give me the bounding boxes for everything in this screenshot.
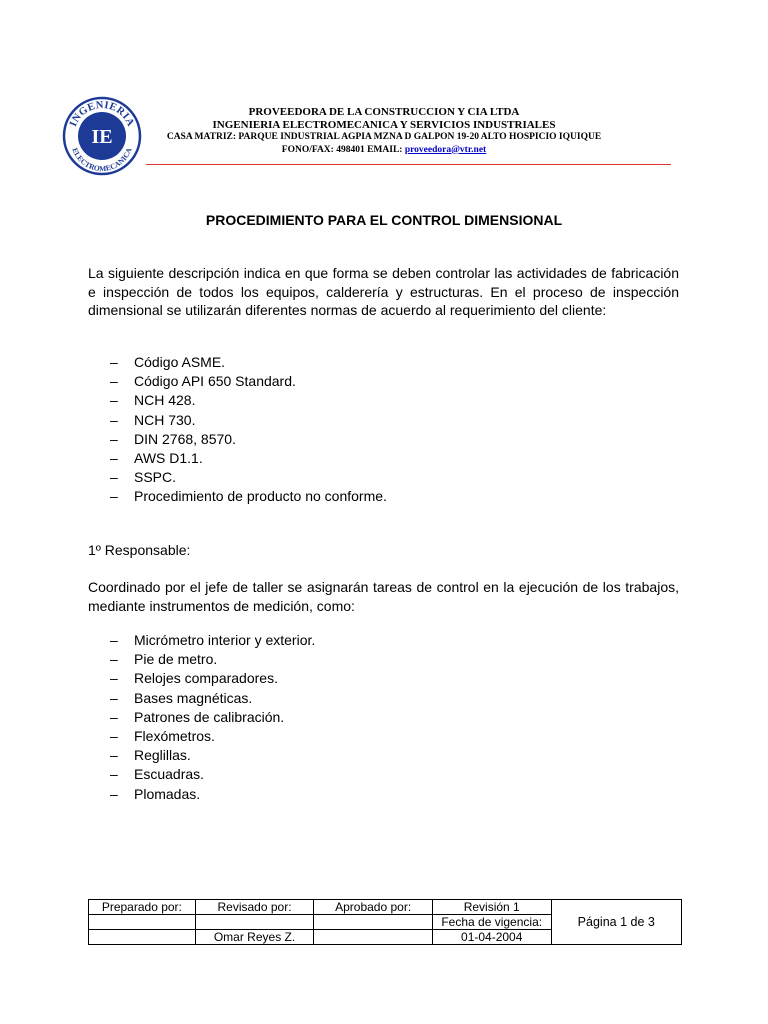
logo-ring-top: INGENIERIA bbox=[67, 99, 136, 129]
list-item: – Código ASME. bbox=[110, 354, 226, 370]
list-item: – Patrones de calibración. bbox=[110, 708, 285, 725]
table-row bbox=[89, 900, 682, 915]
list-item: – AWS D1.1. bbox=[110, 450, 203, 467]
prepared-name-cell bbox=[89, 930, 196, 945]
list-item: – Procedimiento de producto no conforme. bbox=[110, 488, 387, 505]
reviewed-signature-cell bbox=[195, 915, 314, 930]
list-item: – Código API 650 Standard. bbox=[110, 373, 296, 390]
list-item: – Micrómetro interior y exterior. bbox=[110, 632, 316, 648]
list-item: – Reglillas. bbox=[110, 747, 191, 764]
responsable-heading: 1º Responsable: bbox=[88, 542, 191, 558]
company-logo bbox=[62, 96, 142, 176]
approved-label: Aprobado por: bbox=[314, 900, 433, 915]
list-item: – Pie de metro. bbox=[110, 651, 218, 668]
list-item: – Bases magnéticas. bbox=[110, 689, 253, 706]
company-activity: INGENIERIA ELECTROMECANICA Y SERVICIOS INDUSTRIALES bbox=[212, 118, 556, 131]
company-address: CASA MATRIZ: PARQUE INDUSTRIAL AGPIA MZNA D GALPON 19-20 ALTO HOSPICIO IQUIQUE bbox=[166, 132, 602, 142]
document-title: PROCEDIMIENTO PARA EL CONTROL DIMENSIONAL bbox=[205, 212, 563, 228]
contact-phone: FONO/FAX: 498401 EMAIL: bbox=[281, 144, 405, 155]
list-item: – Plomadas. bbox=[110, 785, 201, 802]
page-number: Página 1 de 3 bbox=[551, 900, 681, 945]
revision-cell: Revisión 1 bbox=[432, 900, 551, 915]
reviewed-label: Revisado por: bbox=[195, 900, 314, 915]
company-name: PROVEEDORA DE LA CONSTRUCCION Y CIA LTDA bbox=[248, 106, 520, 118]
list-item: – NCH 730. bbox=[110, 411, 196, 428]
instruments-list bbox=[88, 631, 315, 804]
list-item: – NCH 428. bbox=[110, 392, 196, 409]
validity-date: 01-04-2004 bbox=[432, 930, 551, 945]
list-item: – SSPC. bbox=[110, 469, 177, 486]
logo-ring-bottom: ELECTROMECANICA bbox=[70, 146, 134, 174]
approved-name-cell bbox=[314, 930, 433, 945]
document-control-table bbox=[88, 899, 682, 945]
company-header bbox=[150, 106, 618, 156]
list-item: – DIN 2768, 8570. bbox=[110, 430, 236, 447]
list-item: – Flexómetros. bbox=[110, 728, 215, 745]
prepared-signature-cell bbox=[89, 915, 196, 930]
norms-list bbox=[88, 353, 387, 507]
validity-label: Fecha de vigencia: bbox=[432, 915, 551, 930]
logo-initials: IE bbox=[91, 126, 113, 148]
company-contact bbox=[150, 144, 618, 157]
intro-paragraph: La siguiente descripción indica en que forma se deben controlar las actividades de fabricación e inspección de todos los equipos, calderería y estructuras. En el proceso de inspección dimensional se utilizarán diferentes normas de acuerdo al requerimiento del cliente: bbox=[88, 265, 679, 318]
approved-signature-cell bbox=[314, 915, 433, 930]
prepared-label: Preparado por: bbox=[89, 900, 196, 915]
responsable-paragraph: Coordinado por el jefe de taller se asignarán tareas de control en la ejecución de los trabajos, mediante instrumentos de medición, como: bbox=[88, 579, 679, 614]
email-link[interactable]: proveedora@vtr.net bbox=[404, 144, 487, 155]
reviewed-name: Omar Reyes Z. bbox=[195, 930, 314, 945]
list-item: – Relojes comparadores. bbox=[110, 670, 278, 687]
list-item: – Escuadras. bbox=[110, 766, 205, 783]
header-divider bbox=[146, 164, 671, 165]
